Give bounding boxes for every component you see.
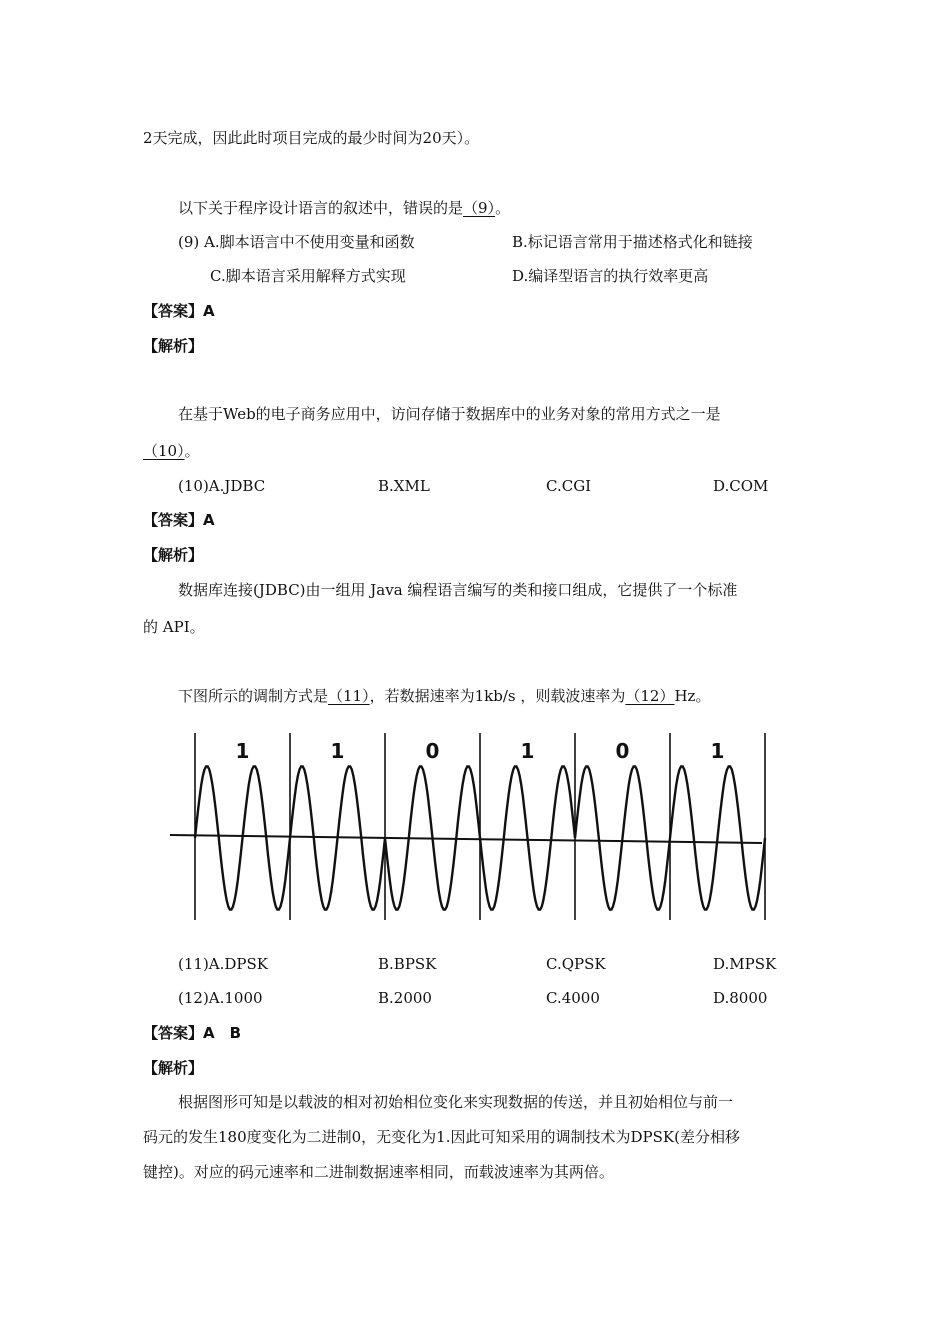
q9-option-c: C.脚本语言采用解释方式实现: [210, 267, 406, 285]
q10-stem-line1: 在基于Web的电子商务应用中，访问存储于数据库中的业务对象的常用方式之一是: [178, 405, 721, 423]
q11-stem-end: Hz。: [674, 687, 711, 705]
q9-stem-end: 。: [495, 199, 511, 217]
waveform-axis: [170, 835, 762, 843]
bit-label: 1: [710, 739, 725, 763]
dpsk-waveform-figure: [170, 728, 770, 928]
q10-answer: 【答案】A: [143, 511, 215, 529]
q10-option-a: (10)A.JDBC: [178, 477, 266, 495]
bit-label: 1: [235, 739, 250, 763]
q9-stem: [178, 198, 510, 218]
q11-stem: [178, 686, 710, 706]
q12-blank: （12）: [625, 687, 675, 705]
q9-blank: （9）: [463, 199, 496, 217]
q10-analysis-label: 【解析】: [143, 546, 204, 564]
bit-label: 1: [330, 739, 345, 763]
intro-continuation: 2天完成，因此此时项目完成的最少时间为20天）。: [143, 129, 480, 147]
q11-analysis-line1: 根据图形可知是以载波的相对初始相位变化来实现数据的传送，并且初始相位与前一: [178, 1093, 734, 1111]
q11-blank: （11）: [328, 687, 370, 705]
q11-stem-mid: ，若数据速率为1kb/s ，则载波速率为: [369, 687, 626, 705]
q10-analysis-line1: 数据库连接(JDBC)由一组用 Java 编程语言编写的类和接口组成，它提供了一个标准: [178, 581, 738, 599]
q10-option-d: D.COM: [713, 477, 769, 495]
q11-option-a: (11)A.DPSK: [178, 955, 268, 973]
q11-option-b: B.BPSK: [378, 955, 437, 973]
q10-stem-end: 。: [184, 442, 200, 460]
q12-option-b: B.2000: [378, 989, 432, 1007]
q10-option-c: C.CGI: [546, 477, 592, 495]
q10-analysis-line2: 的 API。: [143, 618, 205, 636]
q9-option-d: D.编译型语言的执行效率更高: [512, 267, 709, 285]
q11-analysis-line3: 键控)。对应的码元速率和二进制数据速率相同，而载波速率为其两倍。: [143, 1163, 614, 1181]
q9-stem-text: 以下关于程序设计语言的叙述中，错误的是: [178, 199, 464, 217]
q12-option-a: (12)A.1000: [178, 989, 263, 1007]
q11-answer: 【答案】A B: [143, 1024, 242, 1042]
q11-analysis-label: 【解析】: [143, 1059, 204, 1077]
bit-dividers: [195, 733, 765, 920]
q10-blank: （10）: [143, 442, 185, 460]
q9-analysis-label: 【解析】: [143, 337, 204, 355]
q11-stem-text: 下图所示的调制方式是: [178, 687, 329, 705]
bit-label: 0: [615, 739, 630, 763]
bit-label: 1: [520, 739, 535, 763]
q11-analysis-line2: 码元的发生180度变化为二进制0，无变化为1.因此可知采用的调制技术为DPSK(差分相移: [143, 1128, 740, 1146]
q9-answer: 【答案】A: [143, 302, 215, 320]
q9-option-b: B.标记语言常用于描述格式化和链接: [512, 233, 753, 251]
q10-option-b: B.XML: [378, 477, 430, 495]
q12-option-c: C.4000: [546, 989, 600, 1007]
q11-option-d: D.MPSK: [713, 955, 777, 973]
q12-option-d: D.8000: [713, 989, 768, 1007]
q11-option-c: C.QPSK: [546, 955, 606, 973]
bit-label: 0: [425, 739, 440, 763]
q9-option-a: (9) A.脚本语言中不使用变量和函数: [178, 233, 415, 251]
q10-stem-line2: [143, 441, 200, 461]
